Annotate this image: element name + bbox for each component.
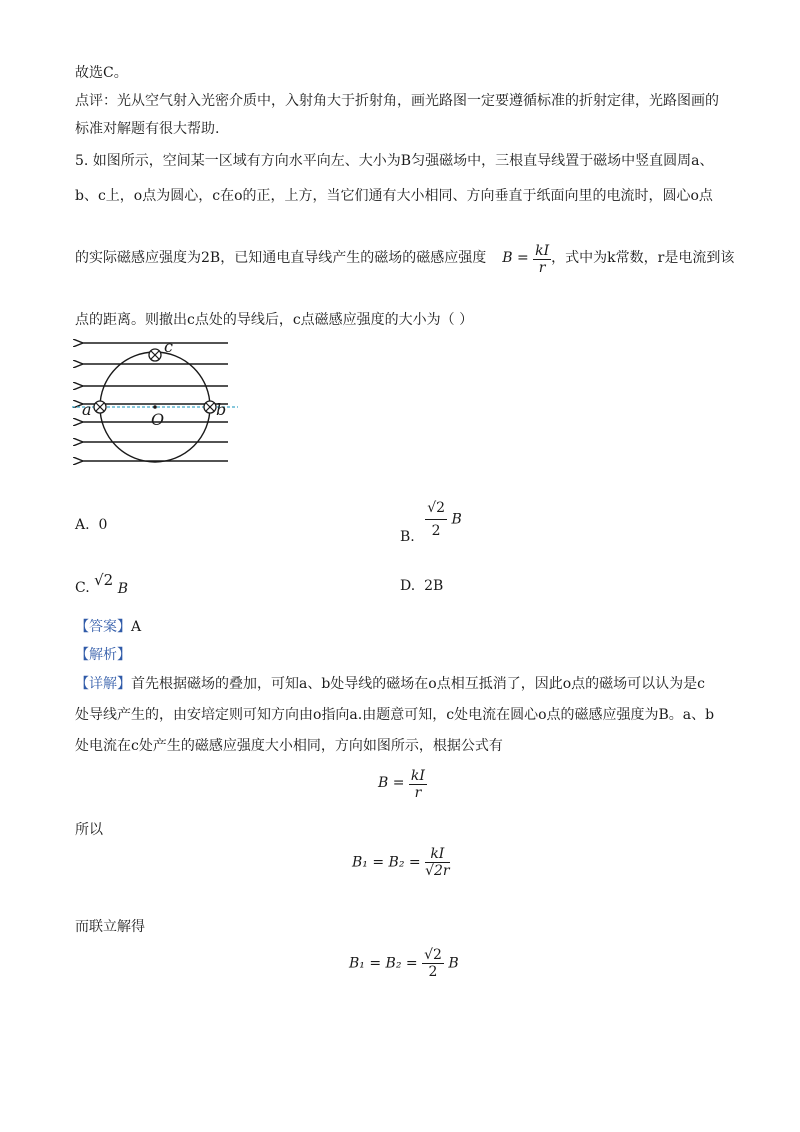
center-point [153, 405, 157, 409]
analysis-tag: 【解析】 [75, 647, 131, 663]
fraction-numerator: √2 [424, 947, 442, 963]
label-a: a [82, 400, 92, 419]
detail-line [75, 675, 705, 693]
option-tail: B [451, 511, 462, 528]
wire-c-icon [149, 349, 161, 361]
equation-1 [378, 768, 427, 801]
option-b [400, 500, 462, 545]
equation-lhs: B₁ = B₂ = [352, 854, 421, 871]
text-line: 处导线产生的，由安培定则可知方向由o指向a.由题意可知，c处电流在圆心o点的磁感应强度为B。a、b [75, 707, 715, 723]
fraction-numerator: kI [410, 768, 425, 784]
fraction-numerator: kI [535, 243, 550, 259]
answer-tag: 【答案】 [75, 619, 131, 635]
label-b: b [216, 400, 227, 419]
equation-3 [349, 947, 459, 980]
fraction [409, 768, 427, 801]
option-key: B. [400, 528, 415, 545]
text-line: 所以 [75, 822, 103, 838]
option-value: 2B [424, 578, 444, 594]
fraction-numerator: kI [425, 846, 450, 863]
equation-lhs: B = [378, 774, 405, 791]
option-c [75, 571, 128, 597]
fraction [533, 243, 551, 276]
text-line [75, 243, 734, 276]
fraction-denominator: r [538, 260, 546, 276]
formula-lhs: B = [502, 250, 529, 266]
magnetic-field-figure [72, 335, 238, 470]
text-line: 点评：光从空气射入光密介质中，入射角大于折射角，画光路图一定要遵循标准的折射定律，光路图画的 [75, 93, 719, 109]
option-key: A. [75, 517, 90, 533]
option-key: C. [75, 580, 90, 596]
option-value: 0 [98, 517, 108, 533]
text-line: 标准对解题有很大帮助. [75, 121, 220, 137]
option-tail: B [117, 581, 128, 597]
text-line: 而联立解得 [75, 919, 145, 935]
fraction-denominator: √2r [425, 863, 450, 879]
label-c: c [164, 337, 173, 356]
option-key: D. [400, 578, 416, 594]
label-o: O [151, 410, 165, 429]
option-value: √2 [94, 571, 114, 589]
answer-line [75, 618, 141, 636]
text-segment: ，式中为k常数，r是电流到该 [551, 250, 735, 266]
detail-tag: 【详解】 [75, 676, 131, 692]
fraction [425, 846, 450, 879]
fraction-denominator: 2 [428, 964, 438, 980]
fraction-denominator: 2 [431, 523, 441, 539]
fraction [422, 947, 444, 980]
wire-b-icon [204, 401, 216, 413]
wire-a-icon [94, 401, 106, 413]
option-a [75, 517, 107, 533]
equation-2 [352, 846, 450, 879]
option-d [400, 578, 443, 594]
question-5-text: 5. 如图所示，空间某一区域有方向水平向左、大小为B匀强磁场中，三根直导线置于磁场中竖直圆周a、 [75, 153, 714, 169]
text-segment: 的实际磁感应强度为2B，已知通电直导线产生的磁场的磁感应强度 [75, 250, 487, 266]
fraction-numerator: √2 [425, 500, 447, 520]
text-line: 处电流在c处产生的磁感应强度大小相同，方向如图所示，根据公式有 [75, 738, 503, 754]
equation-lhs: B₁ = B₂ = [349, 955, 418, 972]
text-line: 点的距离。则撤出c点处的导线后，c点磁感应强度的大小为（ ） [75, 312, 474, 328]
analysis-line [75, 646, 131, 664]
fraction [425, 500, 447, 539]
equation-tail: B [448, 955, 459, 972]
answer-value: A [131, 619, 142, 635]
fraction-denominator: r [414, 785, 422, 801]
text-segment: 首先根据磁场的叠加，可知a、b处导线的磁场在o点相互抵消了，因此o点的磁场可以认为是c [131, 676, 706, 692]
text-line: b、c上，o点为圆心，c在o的正，上方，当它们通有大小相同、方向垂直于纸面向里的电流时，圆心o点 [75, 188, 713, 204]
text-line: 故选C。 [75, 65, 128, 81]
